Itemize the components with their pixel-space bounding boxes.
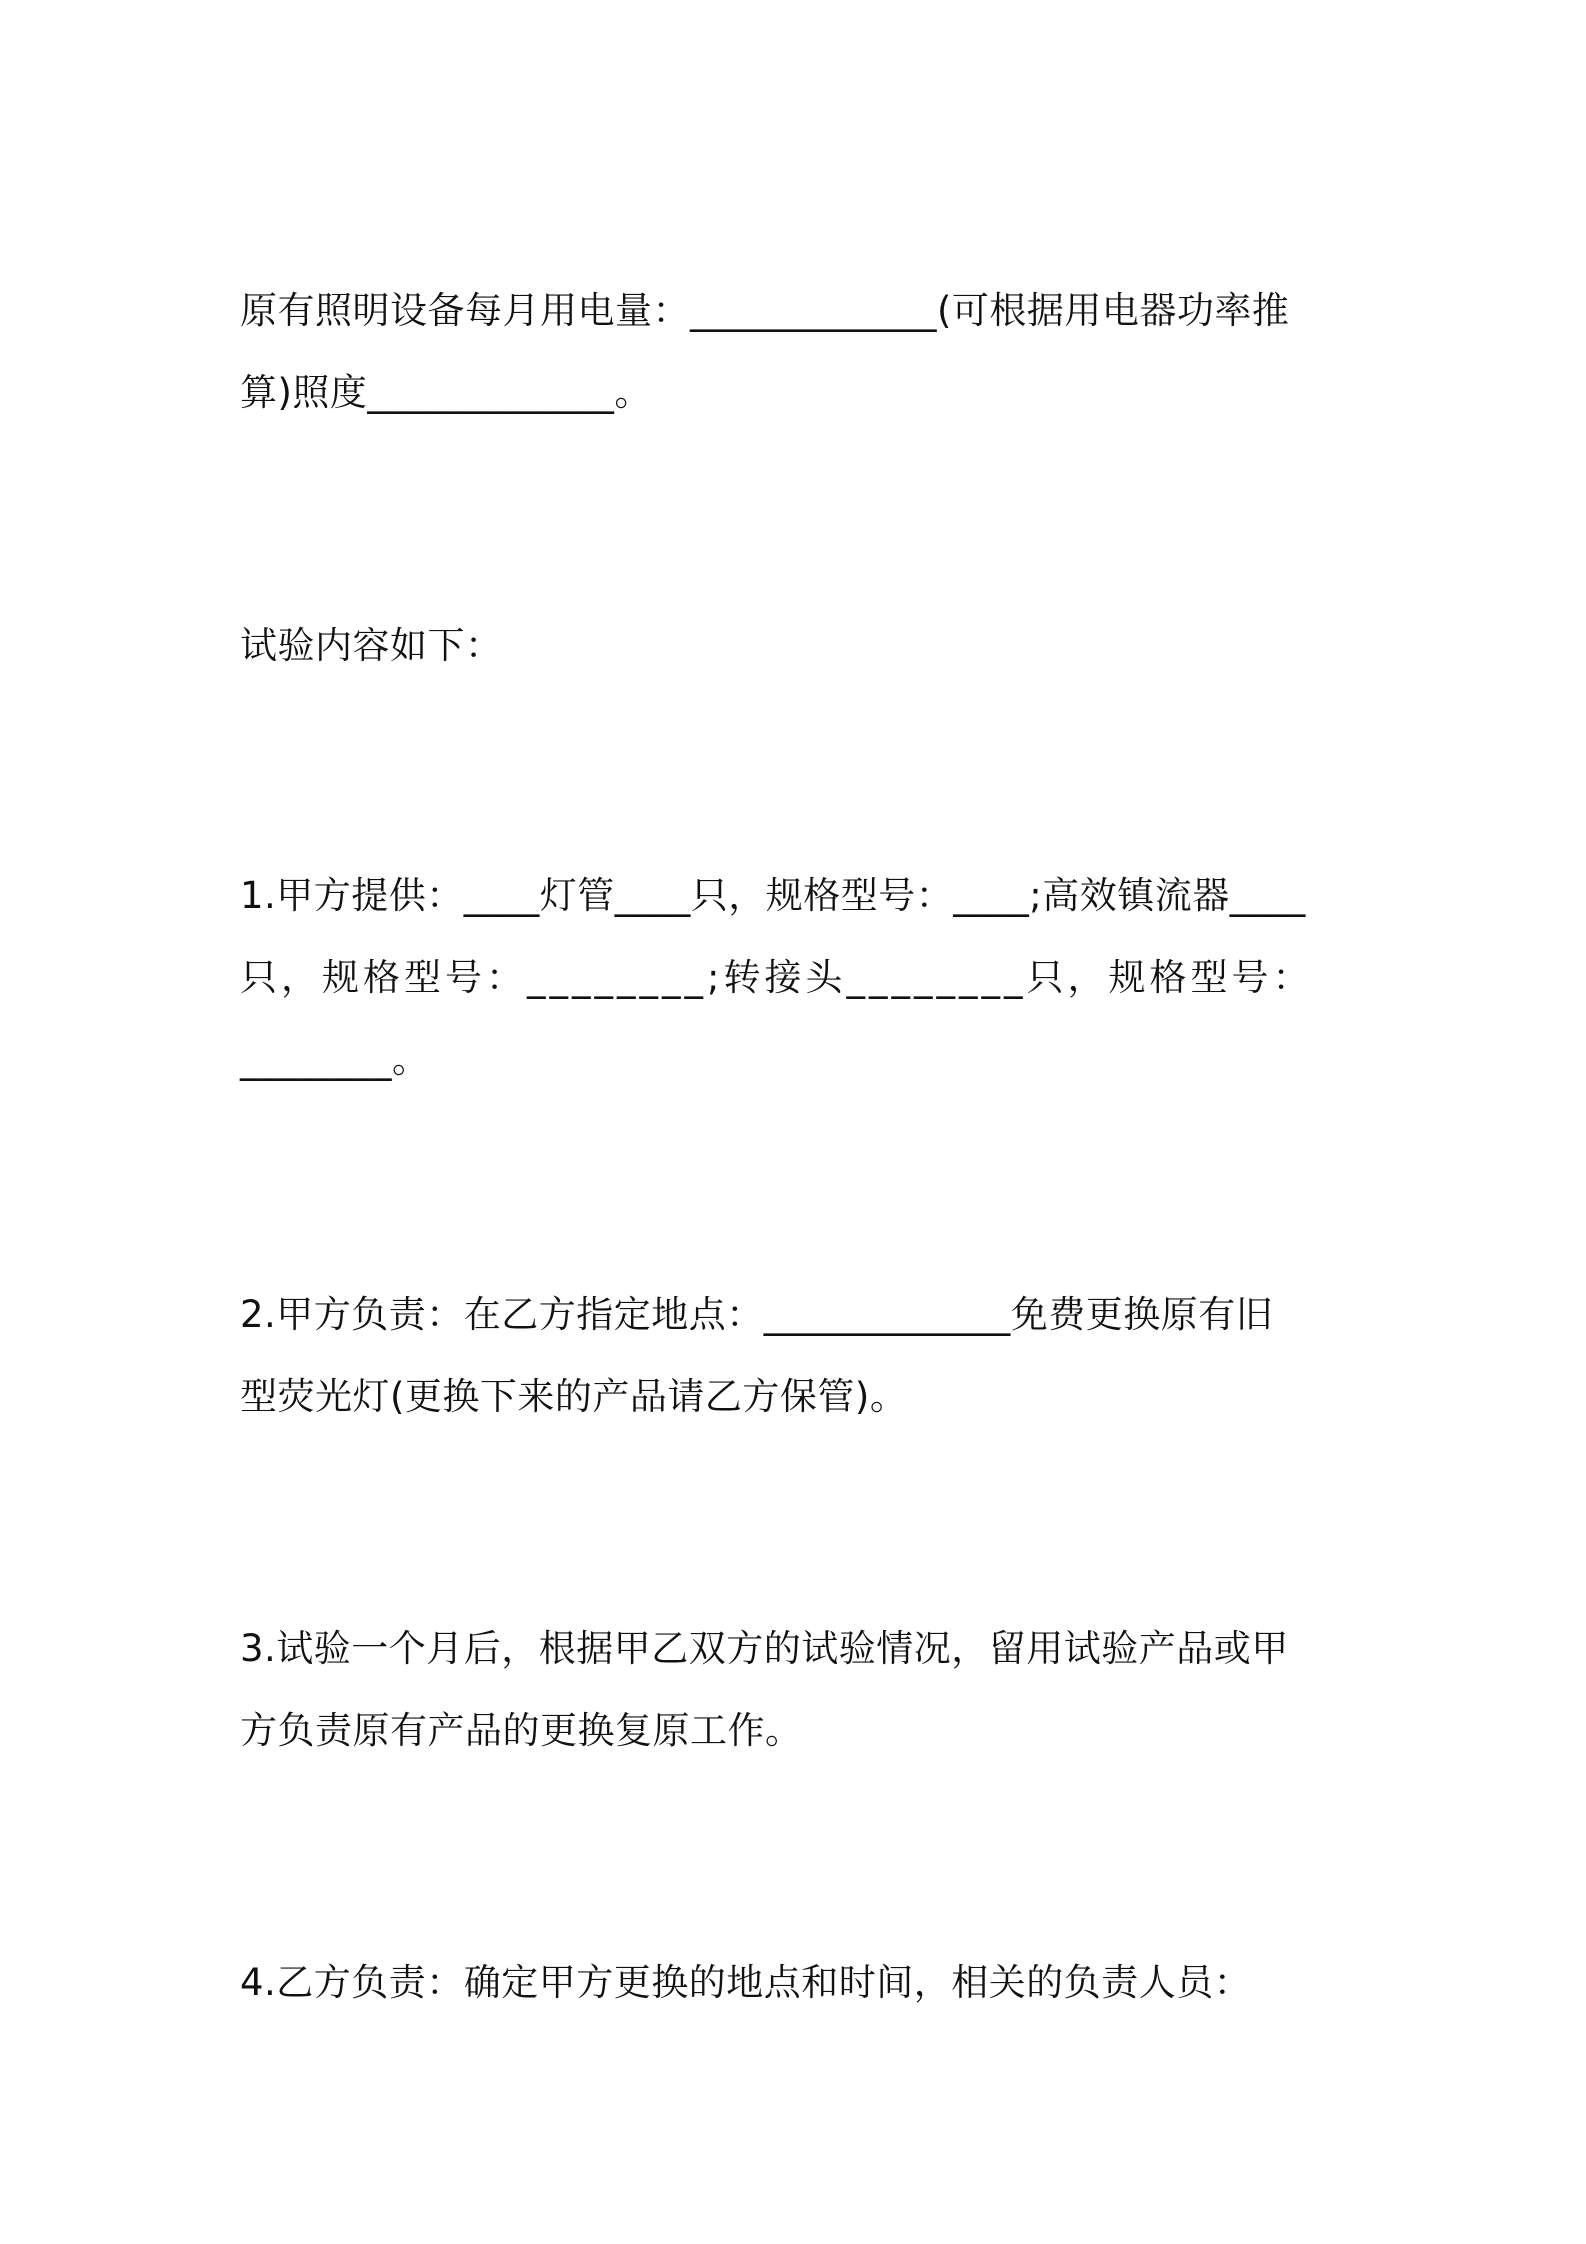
paragraph-item-2-party-a-replaces bbox=[240, 1274, 1350, 1438]
text-line: 1.甲方提供：____灯管____只，规格型号：____;高效镇流器____ bbox=[240, 874, 1306, 917]
text-line: 只，规格型号：________;转接头________只，规格型号： bbox=[240, 956, 1314, 999]
text-line: 试验内容如下： bbox=[240, 624, 503, 667]
text-line: 2.甲方负责：在乙方指定地点：_____________免费更换原有旧 bbox=[240, 1293, 1274, 1336]
text-line: 算)照度_____________。 bbox=[240, 371, 652, 414]
text-line: 3.试验一个月后，根据甲乙双方的试验情况，留用试验产品或甲 bbox=[240, 1627, 1289, 1670]
text-line: 方负责原有产品的更换复原工作。 bbox=[240, 1709, 803, 1752]
paragraph-item-4-party-b-responsible bbox=[240, 1942, 1350, 2024]
paragraph-test-content-heading bbox=[240, 605, 1350, 687]
paragraph-electricity-usage bbox=[240, 270, 1350, 434]
text-line: 4.乙方负责：确定甲方更换的地点和时间，相关的负责人员： bbox=[240, 1961, 1252, 2004]
text-line: 原有照明设备每月用电量：_____________(可根据用电器功率推 bbox=[240, 289, 1290, 332]
text-line: ________。 bbox=[240, 1038, 430, 1081]
paragraph-item-1-party-a-supplies bbox=[240, 855, 1350, 1101]
text-line: 型荧光灯(更换下来的产品请乙方保管)。 bbox=[240, 1375, 908, 1418]
paragraph-item-3-after-trial bbox=[240, 1608, 1350, 1772]
